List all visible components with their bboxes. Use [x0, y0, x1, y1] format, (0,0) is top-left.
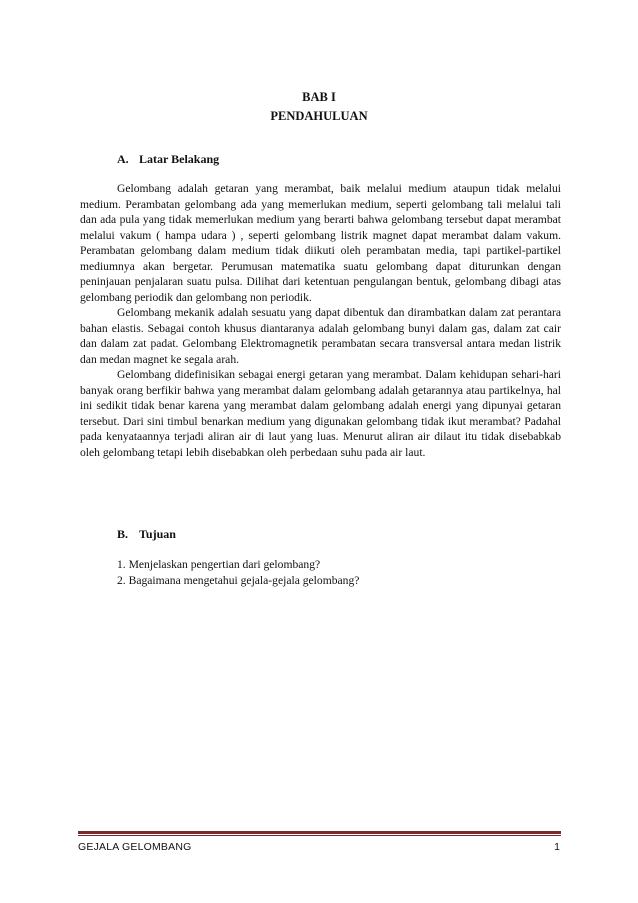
- objective-list: [117, 557, 359, 588]
- page-number: 1: [554, 841, 560, 853]
- list-item: 2. Bagaimana mengetahui gejala-gejala gelombang?: [117, 573, 360, 587]
- footer-title: GEJALA GELOMBANG: [78, 841, 192, 853]
- paragraph: Gelombang mekanik adalah sesuatu yang dapat dibentuk dan dirambatkan dalam zat perantara bahan elastis. Sebagai contoh khusus diantaranya adalah gelombang bunyi dalam gas, dalam zat cair dan dalam zat padat. Gelombang Elektromagnetik perambatan secara transversal antara medan listrik dan medan magnet ke segala arah.: [80, 306, 561, 366]
- footer-rule: [78, 831, 561, 834]
- paragraph: Gelombang didefinisikan sebagai energi getaran yang merambat. Dalam kehidupan sehari-hari banyak orang berfikir bahwa yang merambat dalam gelombang adalah getarannya atau partikelnya, hal ini sedikit tidak benar karena yang merambat dalam gelombang adalah energi yang dipunyai getaran tersebut. Dari sini timbul benarkan medium yang digunakan gelombang tidak ikut merambat? Padahal pada kenyataannya terjadi aliran air di laut yang luas. Menurut aliran air dilaut itu tidak disebabkab oleh gelombang tetapi lebih disebabkan oleh perbedaan suhu pada air laut.: [80, 368, 561, 459]
- section-a-title: Latar Belakang: [139, 152, 220, 166]
- section-a-heading: [117, 151, 219, 167]
- section-a-number: A.: [117, 152, 129, 166]
- section-b-number: B.: [117, 527, 129, 541]
- footer-rule-thin: [78, 835, 561, 836]
- chapter-number: BAB I: [302, 90, 336, 104]
- section-a-body: [80, 181, 561, 460]
- chapter-title: PENDAHULUAN: [270, 109, 368, 123]
- list-item: 1. Menjelaskan pengertian dari gelombang?: [117, 558, 321, 571]
- section-b-heading: [117, 526, 176, 542]
- section-b-title: Tujuan: [139, 527, 176, 541]
- paragraph: Gelombang adalah getaran yang merambat, baik melalui medium ataupun tidak melalui medium. Perambatan gelombang ada yang memerlukan medium, seperti gelombang tali melalui tali dan ada pula yang tidak memerlukan medium yang berarti bahwa gelombang tersebut dapat merambat melalui vakum ( hampa udara ) , seperti gelombang listrik magnet dapat merambat dalam vakum. Perambatan gelombang dalam medium tidak diikuti oleh perambatan media, tapi partikel-partikel mediumnya akan bergetar. Perumusan matematika suatu gelombang dapat diturunkan dengan peninjauan penjalaran suatu pulsa. Dilihat dari ketentuan pengulangan bentuk, gelombang dibagi atas gelombang periodik dan gelombang non periodik.: [80, 182, 561, 304]
